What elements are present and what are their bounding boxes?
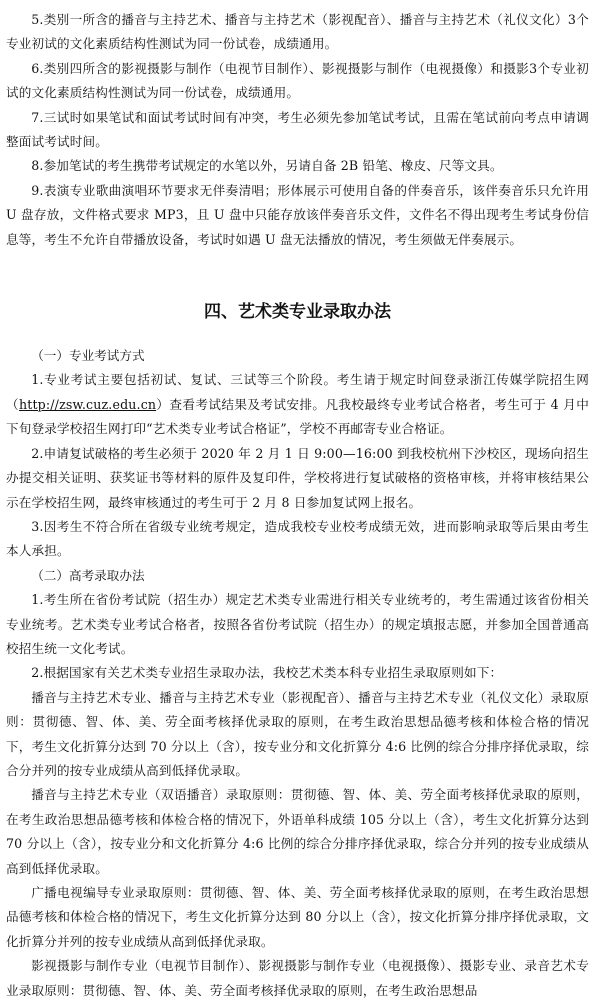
paragraph-photography-rule: 影视摄影与制作专业（电视节目制作）、影视摄影与制作专业（电视摄像）、摄影专业、录音艺术专业录取原则：贯彻德、智、体、美、劳全面考核择优录取的原则，在考生政治思想品 [6, 958, 589, 998]
paragraph-invalid-score: 3.因考生不符合所在省级专业统考规定，造成我校专业校考成绩无效，进而影响录取等后果由考生本人承担。 [6, 518, 589, 559]
section-title: 四、艺术类专业录取办法 [204, 302, 391, 323]
paragraph-broadcasting-rule: 播音与主持艺术专业、播音与主持艺术专业（影视配音）、播音与主持艺术专业（礼仪文化）录取原则：贯彻德、智、体、美、劳全面考核择优录取的原则，在考生政治思想品德考核和体检合格的情况下，考生文化折算分达到 70 分以上（含），按专业分和文化折算分 4:6 比例的综合分排序择优录取，综合分并列的按专业成绩从高到低择优录取。 [6, 689, 589, 778]
paragraph-retest-exception: 2.申请复试破格的考生必须于 2020 年 2 月 1 日 9:00—16:00 到我校杭州下沙校区，现场向招生办提交相关证明、获奖证书等材料的原件及复印件，学校将进行复试破格的资格审核，并将审核结果公示在学校招生网，最终审核通过的考生可于 2 月 8 日参加复试网上报名。 [6, 445, 589, 510]
admissions-website-link[interactable]: http://zsw.cuz.edu.cn [19, 396, 157, 412]
paragraph-directing-rule: 广播电视编导专业录取原则：贯彻德、智、体、美、劳全面考核择优录取的原则，在考生政治思想品德考核和体检合格的情况下，考生文化折算分达到 80 分以上（含），按文化折算分排序择优录取，文化折算分并列的按专业成绩从高到低择优录取。 [6, 885, 589, 949]
subsection-heading-2: （二）高考录取办法 [31, 567, 145, 583]
paragraph-item-5: 5.类别一所含的播音与主持艺术、播音与主持艺术（影视配音）、播音与主持艺术（礼仪文化）3个专业初试的文化素质结构性测试为同一份试卷，成绩通用。 [6, 12, 589, 52]
paragraph-text: 1.专业考试主要包括初试、复试、三试等三个阶段。考生请于规定时间登录浙江传媒学院招生网（ [6, 372, 589, 412]
paragraph-item-9: 9.表演专业歌曲演唱环节要求无伴奏清唱；形体展示可使用自备的伴奏音乐，该伴奏音乐只允许用 U 盘存放，文件格式要求 MP3，且 U 盘中只能存放该伴奏音乐文件，文件名不得出现考生考试身份信息等，考生不允许自带播放设备，考试时如遇 U 盘无法播放的情况，考生须做无伴奏展示。 [6, 182, 589, 247]
subsection-heading-1: （一）专业考试方式 [31, 348, 145, 364]
section-spacer [6, 252, 589, 300]
paragraph-item-7: 7.三试时如果笔试和面试考试时间有冲突，考生必须先参加笔试考试，且需在笔试前向考点申请调整面试考试时间。 [6, 109, 589, 150]
paragraph-admission-principles: 2.根据国家有关艺术类专业招生录取办法，我校艺术类本科专业招生录取原则如下： [31, 665, 503, 681]
paragraph-provincial-exam: 1.考生所在省份考试院（招生办）规定艺术类专业需进行相关专业统考的，考生需通过该省份相关专业统考。艺术类专业考试合格者，按照各省份考试院（招生办）的规定填报志愿，并参加全国普通高校招生统一文化考试。 [6, 592, 589, 656]
paragraph-text: ）查看考试结果及考试安排。凡我校最终专业考试合格者，考生可于 4 月中下旬登录学校招生网打印“艺术类专业考试合格证”，学校不再邮寄专业合格证。 [6, 396, 589, 437]
paragraph-bilingual-rule: 播音与主持艺术专业（双语播音）录取原则：贯彻德、智、体、美、劳全面考核择优录取的原则，在考生政治思想品德考核和体检合格的情况下，外语单科成绩 105 分以上（含），考生文化折算分达到 70 分以上（含），按专业分和文化折算分 4:6 比例的综合分排序择优录取，综合分并列的按专业成绩从高到低择优录取。 [6, 787, 589, 876]
paragraph-exam-stages [6, 368, 589, 441]
paragraph-item-6: 6.类别四所含的影视摄影与制作（电视节目制作）、影视摄影与制作（电视摄像）和摄影3个专业初试的文化素质结构性测试为同一份试卷，成绩通用。 [6, 60, 589, 101]
paragraph-item-8: 8.参加笔试的考生携带考试规定的水笔以外，另请自备 2B 铅笔、橡皮、尺等文具。 [31, 158, 503, 174]
